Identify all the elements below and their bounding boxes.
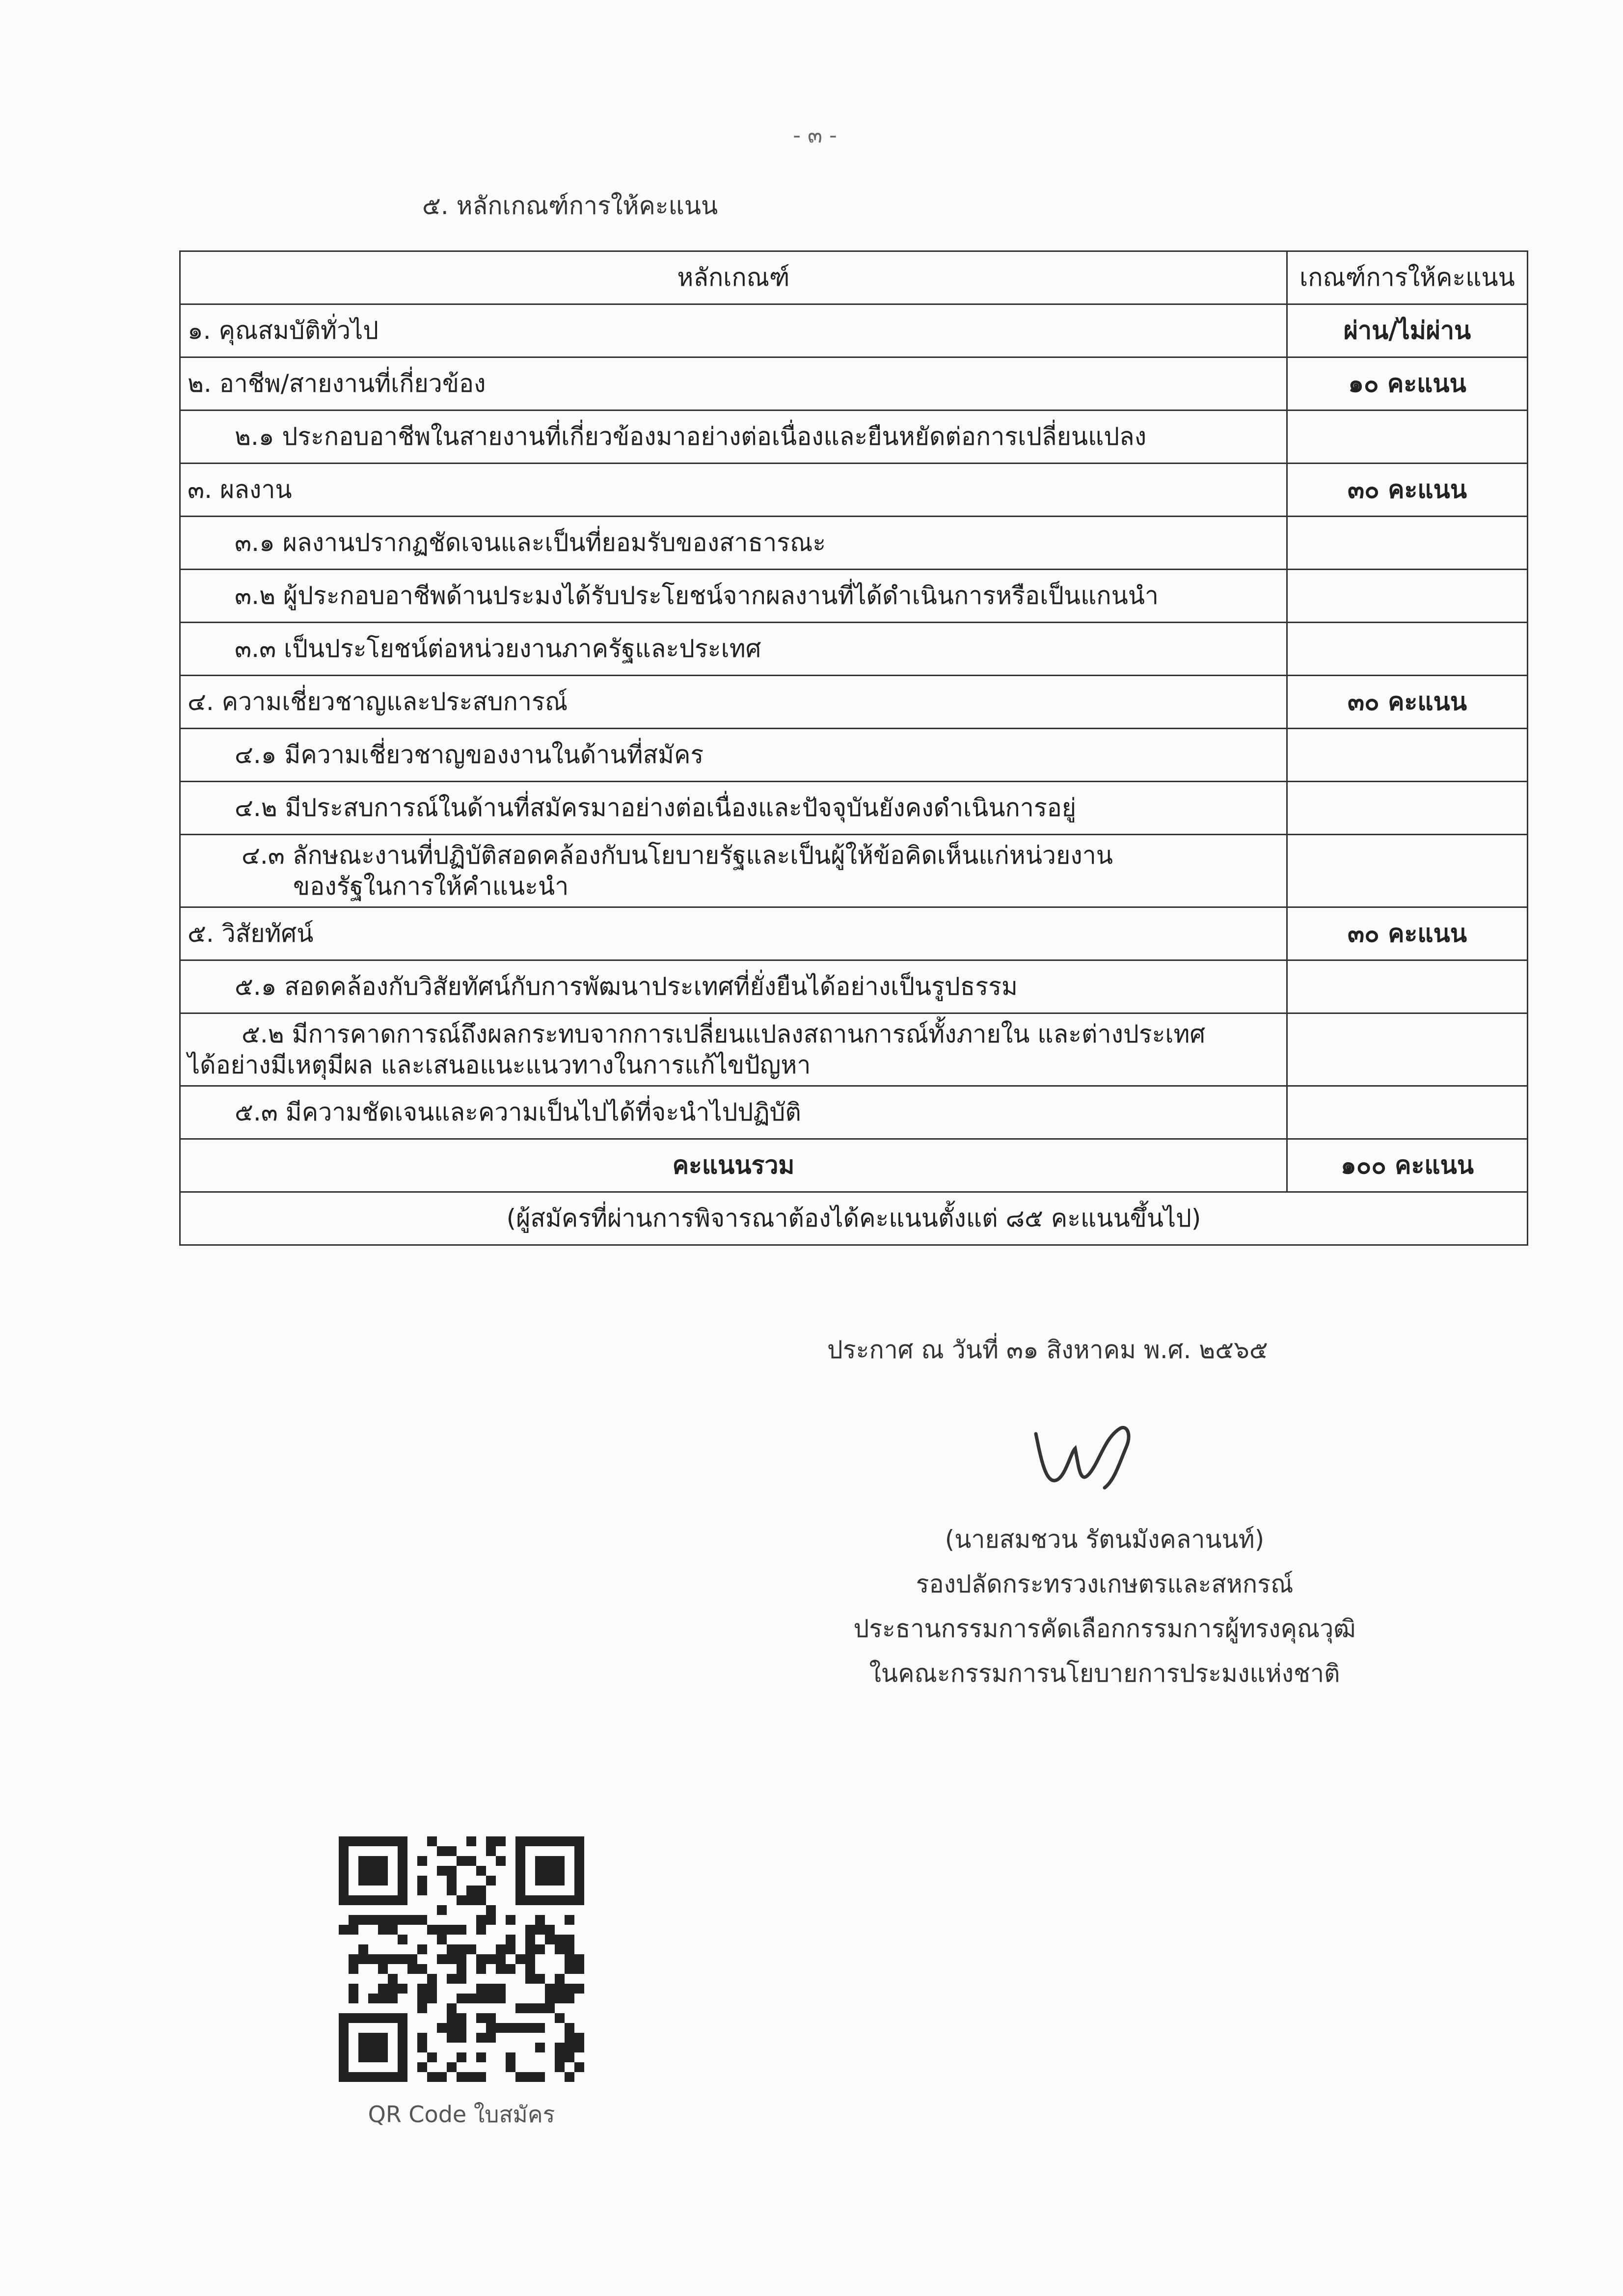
signatory-position: รองปลัดกระทรวงเกษตรและสหกรณ์ [916,1570,1294,1598]
criteria-text: ๔. ความเชี่ยวชาญและประสบการณ์ [180,676,1287,729]
table-row [180,570,1528,623]
criteria-score [1287,835,1528,907]
criteria-score [1287,782,1528,835]
table-row [180,304,1528,357]
table-row [180,464,1528,517]
criteria-text [180,835,1287,907]
table-row [180,835,1528,907]
criteria-text-line2: ของรัฐในการให้คำแนะนำ [293,872,569,901]
criteria-text-line2: ได้อย่างมีเหตุมีผล และเสนอแนะแนวทางในการแก้ไขปัญหา [188,1050,811,1079]
criteria-text: ๑. คุณสมบัติทั่วไป [180,304,1287,357]
criteria-text: ๕. วิสัยทัศน์ [180,907,1287,960]
header-criteria: หลักเกณฑ์ [180,251,1287,304]
signatory-block [785,1517,1424,1696]
qr-code [339,1836,584,2082]
table-footnote: (ผู้สมัครที่ผ่านการพิจารณาต้องได้คะแนนตั้งแต่ ๘๕ คะแนนขึ้นไป) [180,1192,1528,1245]
criteria-text: ๓.๑ ผลงานปรากฏชัดเจนและเป็นที่ยอมรับของสาธารณะ [180,517,1287,570]
criteria-text-line1: ๔.๓ ลักษณะงานที่ปฏิบัติสอดคล้องกับนโยบายรัฐและเป็นผู้ให้ข้อคิดเห็นแก่หน่วยงาน [242,841,1113,870]
criteria-score: ๑๐ คะแนน [1287,357,1528,410]
table-row [180,1086,1528,1139]
criteria-score: ๓๐ คะแนน [1287,907,1528,960]
criteria-score [1287,623,1528,676]
table-row [180,729,1528,782]
table-row [180,410,1528,464]
signature-icon [1021,1399,1149,1498]
criteria-text [180,1013,1287,1086]
table-row [180,357,1528,410]
criteria-score: ๓๐ คะแนน [1287,676,1528,729]
table-row [180,782,1528,835]
criteria-score [1287,1013,1528,1086]
signatory-name: (นายสมชวน รัตนมังคลานนท์) [945,1525,1265,1554]
page-number: - ๓ - [793,123,837,148]
table-row [180,1013,1528,1086]
criteria-score [1287,517,1528,570]
criteria-text: ๓.๓ เป็นประโยชน์ต่อหน่วยงานภาครัฐและประเทศ [180,623,1287,676]
total-label: คะแนนรวม [180,1139,1287,1192]
criteria-text: ๔.๑ มีความเชี่ยวชาญของงานในด้านที่สมัคร [180,729,1287,782]
header-score: เกณฑ์การให้คะแนน [1287,251,1528,304]
total-row [180,1139,1528,1192]
announcement-date: ประกาศ ณ วันที่ ๓๑ สิงหาคม พ.ศ. ๒๕๖๕ [827,1336,1268,1364]
criteria-table [179,250,1528,1246]
table-row [180,623,1528,676]
criteria-text: ๓. ผลงาน [180,464,1287,517]
signature-image [1021,1399,1149,1500]
criteria-text: ๒. อาชีพ/สายงานที่เกี่ยวข้อง [180,357,1287,410]
qr-caption: QR Code ใบสมัคร [368,2101,555,2128]
criteria-score [1287,410,1528,464]
table-row [180,907,1528,960]
total-score: ๑๐๐ คะแนน [1287,1139,1528,1192]
criteria-text-line1: ๕.๒ มีการคาดการณ์ถึงผลกระทบจากการเปลี่ยนแปลงสถานการณ์ทั้งภายใน และต่างประเทศ [242,1020,1206,1048]
criteria-text: ๔.๒ มีประสบการณ์ในด้านที่สมัครมาอย่างต่อเนื่องและปัจจุบันยังคงดำเนินการอยู่ [180,782,1287,835]
signatory-position: ในคณะกรรมการนโยบายการประมงแห่งชาติ [869,1659,1340,1688]
criteria-text: ๕.๑ สอดคล้องกับวิสัยทัศน์กับการพัฒนาประเทศที่ยั่งยืนได้อย่างเป็นรูปธรรม [180,960,1287,1013]
table-row [180,676,1528,729]
criteria-text: ๕.๓ มีความชัดเจนและความเป็นไปได้ที่จะนำไปปฏิบัติ [180,1086,1287,1139]
criteria-text: ๒.๑ ประกอบอาชีพในสายงานที่เกี่ยวข้องมาอย่างต่อเนื่องและยืนหยัดต่อการเปลี่ยนแปลง [180,410,1287,464]
criteria-score [1287,1086,1528,1139]
criteria-score: ผ่าน/ไม่ผ่าน [1287,304,1528,357]
section-heading: ๕. หลักเกณฑ์การให้คะแนน [422,191,718,220]
table-header-row [180,251,1528,304]
criteria-score [1287,960,1528,1013]
criteria-score [1287,570,1528,623]
table-row [180,960,1528,1013]
criteria-score: ๓๐ คะแนน [1287,464,1528,517]
signatory-position: ประธานกรรมการคัดเลือกกรรมการผู้ทรงคุณวุฒิ [853,1614,1356,1643]
criteria-score [1287,729,1528,782]
table-row [180,517,1528,570]
footnote-row [180,1192,1528,1245]
criteria-text: ๓.๒ ผู้ประกอบอาชีพด้านประมงได้รับประโยชน์จากผลงานที่ได้ดำเนินการหรือเป็นแกนนำ [180,570,1287,623]
